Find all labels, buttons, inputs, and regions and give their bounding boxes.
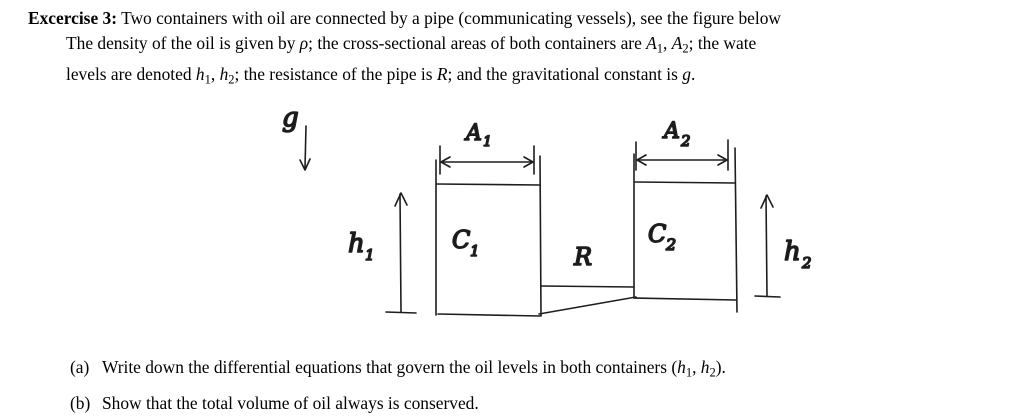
statement-comma-1: , [663, 33, 672, 53]
a1-dimension-arrow [440, 146, 534, 174]
question-a-text-main: Write down the differential equations that govern the oil levels in both containers ( [102, 357, 678, 377]
symbol-R: R [436, 63, 448, 84]
label-A1: A [466, 121, 482, 146]
h1-measure-arrow [386, 193, 416, 313]
symbol-h2-sub: 2 [228, 72, 235, 86]
connecting-pipe [539, 286, 636, 314]
gravity-arrow-icon [300, 126, 310, 170]
label-A1-sub: 1 [483, 134, 492, 150]
question-list [70, 352, 1010, 418]
symbol-A1-sub: 1 [656, 41, 664, 56]
statement-areas-text: ; the cross-sectional areas of both containers are [308, 33, 647, 53]
statement-period: . [690, 63, 696, 84]
statement-comma-2: , [210, 63, 220, 84]
label-h1-sub: 1 [365, 246, 375, 264]
statement-water-text: ; the wate [688, 33, 757, 53]
question-a-label: (a) [70, 357, 90, 377]
statement-levels-text: levels are denoted [66, 63, 196, 84]
communicating-vessels-figure [250, 100, 830, 335]
question-a-comma: , [692, 357, 701, 377]
problem-statement [28, 6, 1024, 92]
statement-line-1 [28, 6, 1024, 31]
label-C1-sub: 1 [470, 242, 480, 260]
label-gravity: g [282, 103, 299, 133]
symbol-g: g [682, 63, 691, 84]
question-item-a [70, 352, 1010, 388]
label-h1: h [348, 229, 365, 259]
symbol-rho: ρ [299, 33, 309, 53]
question-a-h2: h [700, 357, 710, 377]
statement-resistance-text: ; the resistance of the pipe is [234, 63, 437, 84]
statement-line-2 [28, 31, 1024, 62]
question-item-b [70, 388, 1010, 418]
symbol-h2: h [219, 63, 229, 84]
h2-measure-arrow [755, 195, 780, 297]
question-a-text [102, 352, 1010, 388]
question-b-text [102, 388, 1010, 418]
question-b-text-main: Show that the total volume of oil always is conserved. [102, 392, 479, 413]
label-A2-sub: 2 [681, 132, 691, 150]
label-C1: C [452, 226, 471, 254]
question-a-h1-sub: 1 [685, 365, 693, 380]
label-C2: C [648, 220, 667, 248]
label-A2: A [664, 119, 680, 144]
label-C2-sub: 2 [666, 235, 677, 254]
label-R: R [574, 243, 593, 271]
statement-intro-text: Two containers with oil are connected by a pipe (communicating vessels), see the figure below [121, 8, 781, 28]
question-a-tail: ). [715, 357, 726, 377]
label-h2: h [784, 237, 801, 267]
statement-line-3 [28, 62, 1024, 93]
question-a-h2-sub: 2 [709, 365, 716, 380]
label-h2-sub: 2 [802, 254, 812, 272]
symbol-A1: A [646, 33, 657, 53]
question-a-h1: h [677, 357, 686, 377]
question-b-label: (b) [70, 392, 91, 413]
statement-gravity-text: ; and the gravitational constant is [447, 63, 683, 84]
symbol-A2-sub: 2 [682, 41, 689, 56]
symbol-A2: A [671, 33, 683, 53]
exercise-label: Excercise 3: [28, 8, 118, 28]
symbol-h1: h [195, 63, 205, 84]
symbol-h1-sub: 1 [204, 72, 211, 86]
statement-density-text: The density of the oil is given by [66, 33, 300, 53]
